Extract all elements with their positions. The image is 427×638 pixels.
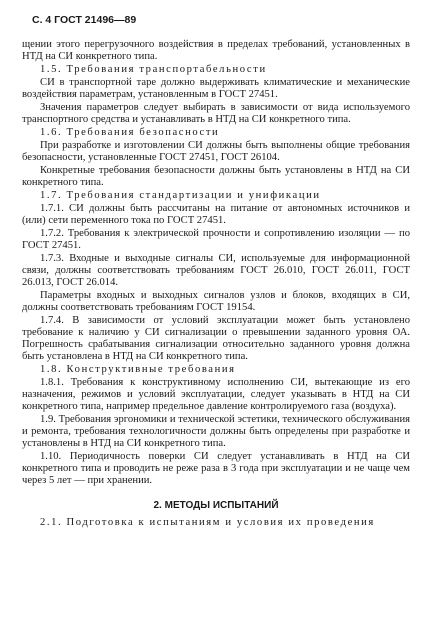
- subsection-heading: 1.6. Требования безопасности: [40, 127, 220, 138]
- paragraph: 1.7.2. Требования к электрической прочности и сопротивлению изоляции — по ГОСТ 27451.: [22, 228, 410, 251]
- paragraph: Конкретные требования безопасности должны быть установлены в НТД на СИ конкретного типа.: [22, 165, 410, 188]
- page-header: С. 4 ГОСТ 21496—89: [32, 14, 137, 26]
- subsection-heading: 2.1. Подготовка к испытаниям и условия их проведения: [40, 517, 375, 528]
- paragraph: 1.9. Требования эргономики и технической эстетики, технического обслуживания и ремонта, требования технологичности должны быть определены при разработке и установлены в НТД на СИ конкретного типа.: [22, 414, 410, 449]
- paragraph: 1.10. Периодичность поверки СИ следует устанавливать в НТД на СИ конкретного типа и проводить не реже раза в 3 года при эксплуатации и не чаще чем через 5 лет — при хранении.: [22, 451, 410, 486]
- paragraph: Параметры входных и выходных сигналов узлов и блоков, входящих в СИ, должны соответствовать требованиям ГОСТ 19154.: [22, 290, 410, 313]
- paragraph: щении этого перегрузочного воздействия в пределах требований, установленных в НТД на СИ конкретного типа.: [22, 39, 410, 62]
- paragraph: 1.7.3. Входные и выходные сигналы СИ, используемые для информационной связи, должны соответствовать требованиям ГОСТ 26.010, ГОСТ 26.011, ГОСТ 26.013, ГОСТ 26.014.: [22, 253, 410, 288]
- paragraph: СИ в транспортной таре должно выдерживать климатические и механические воздействия параметрам, установленным в ГОСТ 27451.: [22, 77, 410, 100]
- subsection-heading: 1.8. Конструктивные требования: [40, 364, 236, 375]
- subsection-heading: 1.5. Требования транспортабельности: [40, 64, 267, 75]
- subsection-heading: 1.7. Требования стандартизации и унификации: [40, 190, 321, 201]
- paragraph: 1.7.4. В зависимости от условий эксплуатации может быть установлено требование к наличию у СИ сигнализации о превышении заданного уровня ОА. Погрешность срабатывания сигнализации относительно заданного уровня должна быть установлена в НТД на СИ конкретного типа.: [22, 315, 410, 362]
- document-page: [22, 14, 410, 632]
- section-title: 2. МЕТОДЫ ИСПЫТАНИЙ: [153, 500, 279, 511]
- paragraph: Значения параметров следует выбирать в зависимости от вида используемого транспортного средства и устанавливать в НТД на СИ конкретного типа.: [22, 102, 410, 125]
- paragraph: 1.8.1. Требования к конструктивному исполнению СИ, вытекающие из его назначения, режимов и условий эксплуатации, следует указывать в НТД на СИ конкретного типа, например предельное давление контролируемого газа (воздуха).: [22, 377, 410, 412]
- paragraph: При разработке и изготовлении СИ должны быть выполнены общие требования безопасности, установленные ГОСТ 27451, ГОСТ 26104.: [22, 140, 410, 163]
- paragraph: 1.7.1. СИ должны быть рассчитаны на питание от автономных источников и (или) сети переменного тока по ГОСТ 27451.: [22, 203, 410, 226]
